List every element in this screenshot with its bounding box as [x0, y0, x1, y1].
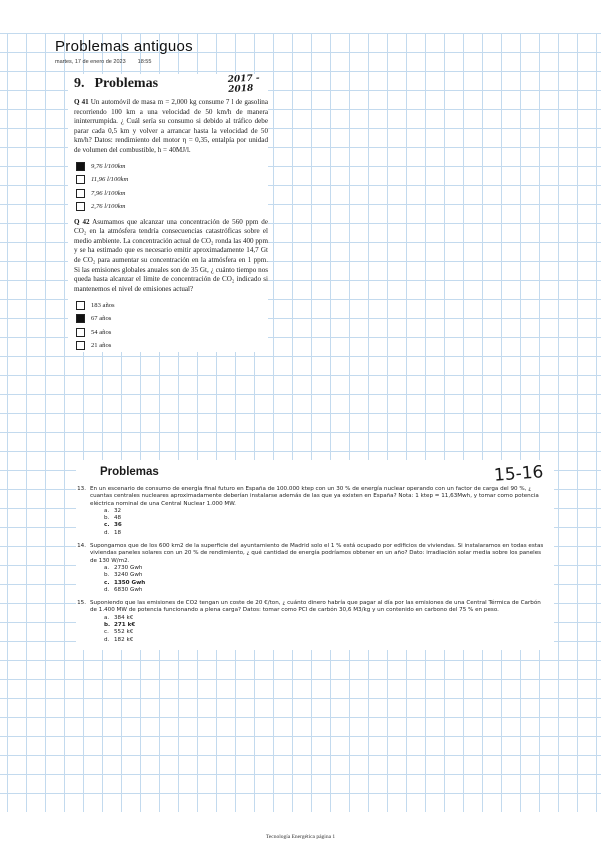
alternative-letter: b. — [104, 622, 111, 629]
alternative-text: 3240 Gwh — [114, 572, 143, 579]
answer-option-label: 183 años — [91, 301, 115, 309]
answer-alternative — [90, 637, 546, 644]
answer-option-label: 11,96 l/100km — [91, 176, 129, 184]
alternative-letter: b. — [104, 515, 110, 522]
answer-alternative-correct — [90, 622, 546, 629]
alternative-letter: c. — [104, 629, 109, 636]
section-title: Problemas — [100, 466, 159, 478]
alternative-letter: d. — [104, 586, 110, 593]
answer-alternative — [90, 587, 546, 594]
handwritten-year-note: 2017 - 2018 — [227, 73, 260, 96]
answer-option[interactable] — [76, 173, 268, 187]
question-label: Q 41 — [74, 98, 89, 106]
problem-13 — [76, 486, 546, 537]
alternative-text: 36 — [114, 522, 122, 529]
answer-alternative — [90, 572, 546, 579]
answer-option[interactable] — [76, 298, 268, 312]
alternative-text: 32 — [114, 507, 122, 514]
problem-number: 15. — [77, 600, 86, 607]
header-area — [0, 0, 601, 33]
section-title: Problemas — [94, 76, 159, 91]
page-time: 18:55 — [137, 59, 152, 65]
alternative-text: 182 k€ — [114, 636, 134, 643]
alternative-text: 1350 Gwh — [114, 579, 146, 586]
alternative-text: 384 k€ — [114, 614, 134, 621]
alternative-text: 2730 Gwh — [114, 564, 143, 571]
problem-15 — [76, 600, 546, 644]
alternative-text: 552 k€ — [114, 629, 134, 636]
checked-checkbox[interactable] — [76, 314, 85, 323]
alternative-letter: c. — [104, 579, 110, 586]
problem-number: 13. — [77, 486, 86, 492]
answer-option[interactable] — [76, 312, 268, 326]
new-exam-excerpt — [76, 460, 554, 650]
unchecked-checkbox[interactable] — [76, 189, 85, 198]
problem-text: Supongamos que de los 600 km2 de la superficie del ayuntamiento de Madrid solo el 1 % está ocupado por edificios de viviendas. Si instalaramos en todas estas viviendas paneles solares con un 20 % de rendimiento, ¿ qué cantidad de energía podríamos obtener en un año? Dato: irradiación solar media sobre los paneles de 130 W/m2. — [90, 543, 544, 564]
problem-14 — [76, 543, 546, 594]
unchecked-checkbox[interactable] — [76, 175, 85, 184]
answer-option[interactable] — [76, 187, 268, 201]
answer-option-label: 9,76 l/100km — [91, 162, 126, 170]
answer-alternative — [90, 530, 546, 537]
question-text: Asumamos que alcanzar una concentración de 560 ppm de CO₂ en la atmósfera tendría consecuencias catastróficas sobre el medio ambiente. La concentración actual de CO₂ ronda las 400 ppm y se ha estimado que es necesario emitir aproximadamente 14,7 Gt de CO₂ para aumentar su concentración en la atmósfera en 1 ppm. Si las emisiones globales anuales son de 35 Gt, ¿ cuánto tiempo nos queda hasta alcanzar el límite de concentración de CO₂ indicado si mantenemos el nivel de emisiones actual? — [74, 217, 268, 293]
page-footer: Tecnología Energética página 1 — [265, 834, 336, 840]
answer-alternative-correct — [90, 580, 546, 587]
answer-alternative-correct — [90, 522, 546, 529]
page-timestamp — [55, 59, 151, 65]
answer-option-label: 7,96 l/100km — [91, 189, 126, 197]
unchecked-checkbox[interactable] — [76, 301, 85, 310]
problem-number: 14. — [77, 543, 86, 550]
answer-option-label: 21 años — [91, 342, 112, 350]
alternative-letter: c. — [104, 522, 110, 529]
problem-list — [76, 486, 546, 650]
problem-text: En un escenario de consumo de energía final futuro en España de 100.000 ktep con un 30 % de energía nuclear operando con un factor de carga del 90 %, ¿ cuantas centrales nucleares aproximadamente deberían instalarse además de las que ya existen en España? Nota: 1 ktep = 11,63Mwh, y tomar como potencia eléctrica nominal de una Central Nuclear 1.000 MW. — [90, 486, 539, 507]
answer-option[interactable] — [76, 339, 268, 353]
page-title: Problemas antiguos — [55, 38, 193, 55]
question-q41 — [68, 98, 268, 214]
unchecked-checkbox[interactable] — [76, 341, 85, 350]
answer-option[interactable] — [76, 200, 268, 214]
answer-alternative — [90, 565, 546, 572]
unchecked-checkbox[interactable] — [76, 202, 85, 211]
answer-alternative — [90, 615, 546, 622]
answer-alternative — [90, 629, 546, 636]
alternative-letter: a. — [104, 507, 110, 514]
answer-option-label: 2,76 l/100km — [91, 203, 126, 211]
answer-alternative — [90, 515, 546, 522]
alternative-letter: a. — [104, 564, 110, 571]
question-label: Q 42 — [74, 217, 90, 226]
alternative-text: 6830 Gwh — [114, 586, 143, 593]
alternative-text: 271 k€ — [114, 622, 136, 629]
answer-alternative — [90, 508, 546, 515]
alternative-letter: b. — [104, 572, 110, 579]
section-number: 9. — [74, 76, 85, 91]
footer-area — [0, 812, 601, 848]
unchecked-checkbox[interactable] — [76, 328, 85, 337]
answer-option[interactable] — [76, 160, 268, 174]
old-exam-excerpt — [68, 74, 268, 352]
problem-text: Suponiendo que las emisiones de CO2 tengan un coste de 20 €/ton, ¿ cuánto dinero habría que pagar al día por las emisiones de una Central Térmica de Carbón de 1.400 MW de potencia funcionando a plena carga? Datos: tomar como PCI de carbón 30,6 M3/kg y un contenido en carbono del 75 % en peso. — [90, 600, 541, 614]
alternative-text: 48 — [114, 515, 122, 522]
answer-option[interactable] — [76, 325, 268, 339]
answer-option-label: 67 años — [91, 315, 112, 323]
question-text: Un automóvil de masa m = 2,000 kg consume 7 l de gasolina recorriendo 100 km a una velocidad de 50 km/h de manera ininterrumpida. ¿ Cuál sería su consumo si debido al tráfico debe parar cada 0,5 km y volver a arrancar hasta la velocidad de 50 km/h? Datos: rendimiento del motor η = 0,35, entalpía por unidad de volumen del combustible, h = 40MJ/l. — [74, 98, 268, 154]
answer-option-label: 54 años — [91, 328, 112, 336]
alternative-letter: d. — [104, 636, 110, 643]
alternative-letter: a. — [104, 614, 110, 621]
alternative-text: 18 — [114, 529, 122, 536]
question-q42 — [68, 218, 268, 353]
checked-checkbox[interactable] — [76, 162, 85, 171]
alternative-letter: d. — [104, 529, 110, 536]
page-date: martes, 17 de enero de 2023 — [55, 59, 126, 65]
handwritten-year-note: 15-16 — [493, 462, 545, 486]
